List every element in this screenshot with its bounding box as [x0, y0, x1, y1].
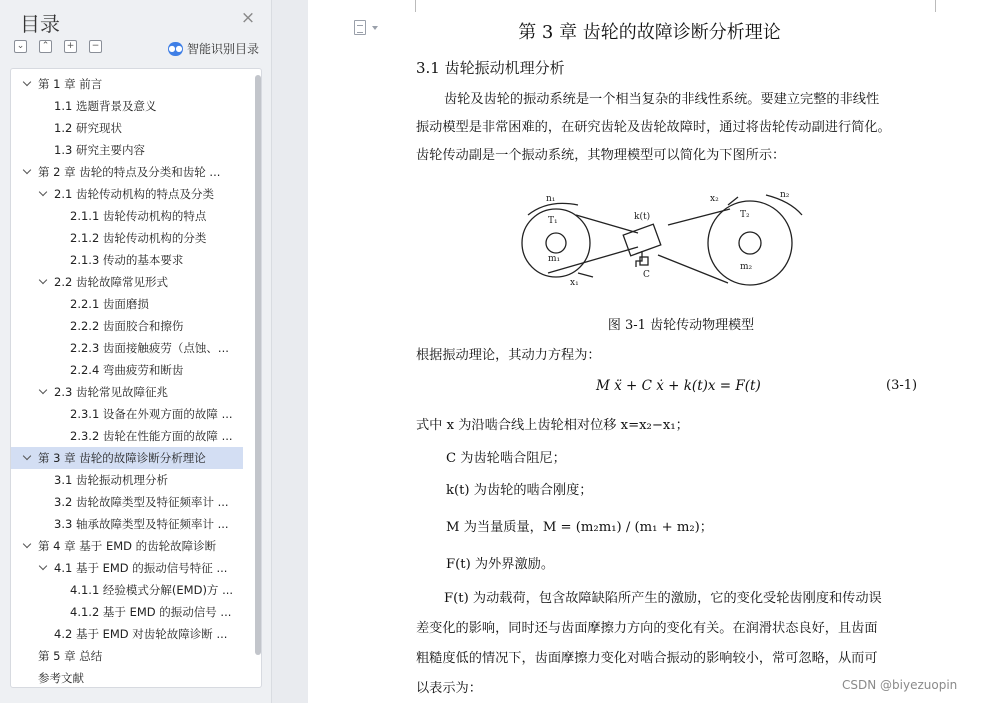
add-heading-icon[interactable]: + — [64, 40, 77, 53]
toc-item[interactable] — [11, 491, 243, 513]
n2-label: n₂ — [780, 190, 790, 200]
close-icon[interactable]: × — [240, 8, 256, 28]
toc-item[interactable] — [11, 513, 243, 535]
definition-x: 式中 x 为沿啮合线上齿轮相对位移 x=x₂−x₁； — [416, 418, 689, 433]
collapse-all-icon[interactable]: ⌄ — [14, 40, 27, 53]
toc-item[interactable] — [11, 293, 243, 315]
m1-label: m₁ — [548, 254, 561, 264]
toc-item[interactable] — [11, 667, 243, 688]
expand-all-icon[interactable]: ⌃ — [39, 40, 52, 53]
toc-item[interactable] — [11, 73, 243, 95]
toc-item-label: 2.2.3 齿面接触疲劳（点蚀、... — [70, 341, 229, 355]
toc-item-label: 1.1 选题背景及意义 — [54, 99, 157, 113]
toc-item[interactable] — [11, 579, 243, 601]
toc-item[interactable] — [11, 403, 243, 425]
gear-model-figure — [518, 185, 818, 300]
toc-item-label: 2.3.2 齿轮在性能方面的故障 ... — [70, 429, 233, 443]
t1-label: T₁ — [548, 216, 558, 226]
toc-panel — [10, 68, 262, 688]
dynamics-equation: M ẍ + C ẋ + k(t)x = F(t) — [596, 378, 761, 394]
chevron-down-icon[interactable] — [39, 387, 49, 397]
toc-scrollbar[interactable] — [255, 75, 261, 655]
paragraph-line: 齿轮传动副是一个振动系统，其物理模型可以简化为下图所示： — [416, 148, 786, 163]
toc-item-label: 3.1 齿轮振动机理分析 — [54, 473, 168, 487]
toc-item-label: 4.1.1 经验模式分解(EMD)方 ... — [70, 583, 234, 597]
toc-item-label: 2.3.1 设备在外观方面的故障 ... — [70, 407, 233, 421]
toc-item[interactable] — [11, 359, 243, 381]
chevron-down-icon[interactable] — [23, 453, 33, 463]
toc-item-label: 2.1.1 齿轮传动机构的特点 — [70, 209, 207, 223]
tangent-line — [668, 209, 730, 225]
equation-number: (3-1) — [886, 378, 918, 393]
n1-label: n₁ — [546, 194, 556, 204]
toc-item-label: 4.2 基于 EMD 对齿轮故障诊断 ... — [54, 627, 228, 641]
toc-item[interactable] — [11, 447, 243, 469]
toc-item[interactable] — [11, 645, 243, 667]
definition-m: M 为当量质量，M = (m₂m₁) / (m₁ + m₂)； — [446, 520, 713, 535]
definition-k: k(t) 为齿轮的啮合刚度； — [446, 483, 593, 498]
document-area — [273, 0, 991, 703]
paragraph-line: 粗糙度低的情况下，齿面摩擦力变化对啮合振动的影响较小，常可忽略，从而可 — [416, 651, 878, 666]
toc-item-label: 参考文献 — [38, 671, 84, 685]
gear-1-hub — [546, 233, 566, 253]
toc-item[interactable] — [11, 381, 243, 403]
toc-item-label: 2.3 齿轮常见故障征兆 — [54, 385, 168, 399]
toc-item[interactable] — [11, 469, 243, 491]
toc-item-label: 第 3 章 齿轮的故障诊断分析理论 — [38, 451, 206, 465]
toc-sidebar — [0, 0, 272, 703]
chapter-heading: 第 3 章 齿轮的故障诊断分析理论 — [518, 22, 781, 43]
toc-item[interactable] — [11, 249, 243, 271]
chevron-down-icon[interactable] — [23, 79, 33, 89]
dynamics-intro: 根据振动理论，其动力方程为： — [416, 348, 601, 363]
toc-item-label: 1.3 研究主要内容 — [54, 143, 145, 157]
m2-label: m₂ — [740, 262, 753, 272]
toc-item[interactable] — [11, 183, 243, 205]
toc-item-label: 2.2.4 弯曲疲劳和断齿 — [70, 363, 184, 377]
toc-item[interactable] — [11, 117, 243, 139]
toc-list — [11, 73, 243, 688]
document-page[interactable] — [308, 0, 991, 703]
chevron-down-icon[interactable] — [39, 189, 49, 199]
toc-item-label: 2.2.2 齿面胶合和擦伤 — [70, 319, 184, 333]
intro-paragraph — [416, 86, 916, 170]
watermark: CSDN @biyezuopin — [842, 678, 958, 692]
toc-item-label: 3.3 轴承故障类型及特征频率计 ... — [54, 517, 229, 531]
closing-paragraph — [416, 584, 916, 703]
toc-item-label: 4.1 基于 EMD 的振动信号特征 ... — [54, 561, 228, 575]
smart-toc-button[interactable] — [168, 40, 259, 57]
toc-item-label: 1.2 研究现状 — [54, 121, 122, 135]
paragraph-line: 以表示为： — [416, 681, 482, 696]
toc-title: 目录 — [20, 12, 60, 36]
toc-item-label: 2.1.2 齿轮传动机构的分类 — [70, 231, 207, 245]
toc-item-label: 2.2.1 齿面磨损 — [70, 297, 149, 311]
chevron-down-icon[interactable] — [23, 167, 33, 177]
toc-item[interactable] — [11, 315, 243, 337]
smart-toc-label: 智能识别目录 — [187, 42, 260, 56]
paragraph-line: 振动模型是非常困难的，在研究齿轮及齿轮故障时，通过将齿轮传动副进行简化。 — [416, 120, 891, 135]
figure-caption: 图 3-1 齿轮传动物理模型 — [607, 318, 755, 333]
toc-item[interactable] — [11, 425, 243, 447]
mesh-line-top — [576, 215, 638, 233]
remove-heading-icon[interactable]: − — [89, 40, 102, 53]
toc-item-label: 第 1 章 前言 — [38, 77, 103, 91]
toc-item-label: 第 4 章 基于 EMD 的齿轮故障诊断 — [38, 539, 217, 553]
c-label: C — [643, 270, 650, 280]
kt-label: k(t) — [634, 212, 651, 222]
paragraph-line: 齿轮及齿轮的振动系统是一个相当复杂的非线性系统。要建立完整的非线性 — [444, 92, 880, 107]
toc-item[interactable] — [11, 337, 243, 359]
x2-label: x₂ — [710, 194, 719, 204]
toc-item[interactable] — [11, 623, 243, 645]
paragraph-line: 差变化的影响，同时还与齿面摩擦力方向的变化有关。在润滑状态良好，且齿面 — [416, 621, 878, 636]
toc-item[interactable] — [11, 205, 243, 227]
margin-mark — [935, 0, 936, 12]
toc-item[interactable] — [11, 95, 243, 117]
x1-label: x₁ — [570, 278, 579, 288]
ai-robot-icon: ●● — [168, 42, 183, 56]
toc-item-label: 2.2 齿轮故障常见形式 — [54, 275, 168, 289]
x1-arrow — [578, 273, 593, 277]
toc-item-label: 4.1.2 基于 EMD 的振动信号 ... — [70, 605, 232, 619]
toc-item[interactable] — [11, 139, 243, 161]
paragraph-line: F(t) 为动载荷，包含故障缺陷所产生的激励，它的变化受轮齿刚度和传动误 — [444, 591, 882, 606]
definition-c: C 为齿轮啮合阻尼； — [446, 451, 566, 466]
chevron-down-icon[interactable] — [39, 277, 49, 287]
gear-2-hub — [739, 232, 761, 254]
toc-item-label: 2.1.3 传动的基本要求 — [70, 253, 184, 267]
toc-item-label: 第 2 章 齿轮的特点及分类和齿轮 ... — [38, 165, 221, 179]
toc-item[interactable] — [11, 557, 243, 579]
toc-item[interactable] — [11, 601, 243, 623]
gear-2-outer — [708, 201, 792, 285]
chevron-down-icon[interactable] — [23, 541, 33, 551]
toc-item[interactable] — [11, 161, 243, 183]
toc-item-label: 3.2 齿轮故障类型及特征频率计 ... — [54, 495, 229, 509]
toc-item-label: 第 5 章 总结 — [38, 649, 103, 663]
section-heading: 3.1 齿轮振动机理分析 — [416, 59, 565, 77]
toc-toolbar — [14, 40, 102, 53]
margin-mark — [415, 0, 416, 12]
definition-f: F(t) 为外界激励。 — [446, 557, 555, 572]
toc-item-label: 2.1 齿轮传动机构的特点及分类 — [54, 187, 214, 201]
toc-item[interactable] — [11, 535, 243, 557]
toc-item[interactable] — [11, 271, 243, 293]
toc-item[interactable] — [11, 227, 243, 249]
chevron-down-icon[interactable] — [39, 563, 49, 573]
t2-label: T₂ — [740, 210, 750, 220]
